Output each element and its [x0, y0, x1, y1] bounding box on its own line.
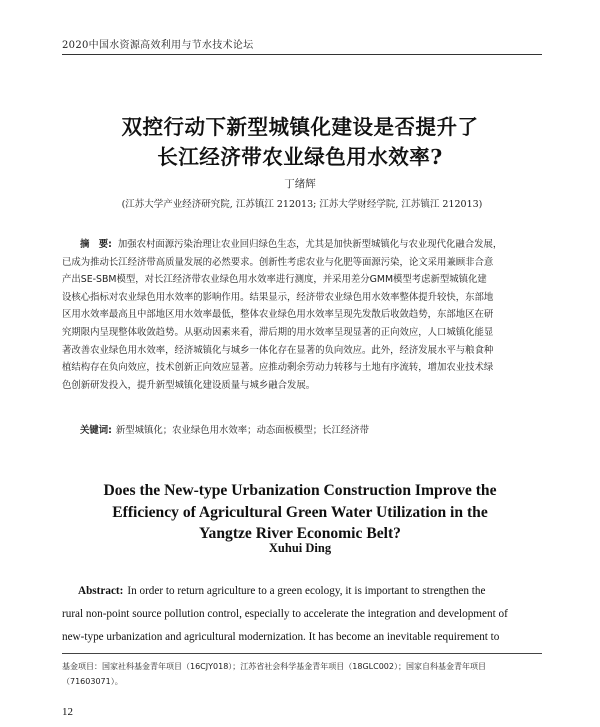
english-title-line: Yangtze River Economic Belt?: [199, 525, 401, 542]
english-abstract-label: Abstract:: [78, 585, 124, 597]
abstract-line: 已成为推动长江经济带高质量发展的必然要求。创新性考虑农业与化肥等面源污染，论文采用兼顾非合意: [62, 256, 494, 268]
abstract-text: In order to return agriculture to a green ecology, it is important to strengthen the: [127, 585, 486, 597]
abstract-line: 色创新研发投入，提升新型城镇化建设质量与城乡融合发展。: [62, 379, 316, 391]
english-author: Xuhui Ding: [268, 541, 332, 555]
funding-footnote: [62, 659, 544, 689]
abstract-line: [62, 236, 544, 254]
abstract-line: [62, 580, 542, 603]
english-abstract: [62, 580, 542, 649]
abstract-line: 产出SE-SBM模型，对长江经济带农业绿色用水效率进行测度，并采用差分GMM模型考虑新型城镇化建: [62, 274, 487, 286]
english-title: [62, 480, 538, 545]
page-number: 12: [62, 706, 73, 718]
abstract-line: 究期限内呈现整体收敛趋势。从驱动因素来看，滞后期的用水效率呈现显著的正向效应，人口城镇化能显: [62, 326, 494, 338]
english-title-line: Efficiency of Agricultural Green Water Utilization in the: [112, 503, 488, 521]
chinese-abstract: [62, 236, 544, 394]
chinese-affiliation: (江苏大学产业经济研究院, 江苏镇江 212013; 江苏大学财经学院, 江苏镇江 212013): [121, 199, 483, 210]
abstract-text: 加强农村面源污染治理让农业回归绿色生态，尤其是加快新型城镇化与农业现代化融合发展，: [117, 239, 503, 250]
chinese-abstract-label: 摘 要:: [80, 239, 112, 250]
abstract-line: 设核心指标对农业绿色用水效率的影响作用。结果显示，经济带农业绿色用水效率整体提升较快，东部地: [62, 291, 494, 303]
chinese-author: 丁绪辉: [284, 178, 316, 190]
header-rule: [62, 54, 542, 55]
abstract-line: 植结构存在负向效应，技术创新正向效应显著。应推动剩余劳动力转移与土地有序流转，增加农业技术绿: [62, 362, 494, 374]
footnote-line: 基金项目：国家社科基金青年项目（16CJY018）；江苏省社会科学基金青年项目（18GLC002）；国家自科基金青年项目: [62, 662, 486, 671]
chinese-title-line: 长江经济带农业绿色用水效率?: [157, 145, 443, 169]
abstract-line: 区用水效率最高且中部地区用水效率最低，整体农业绿色用水效率呈现先发散后收敛趋势，东部地区在研: [62, 309, 494, 321]
abstract-line: rural non-point source pollution control, especially to accelerate the integration and development of: [62, 608, 508, 620]
footnote-rule: [62, 653, 542, 654]
abstract-line: new-type urbanization and agricultural modernization. It has become an inevitable requirement to: [62, 631, 500, 643]
english-title-line: Does the New-type Urbanization Construction Improve the: [103, 482, 497, 499]
keywords-text: 新型城镇化；农业绿色用水效率；动态面板模型；长江经济带: [115, 425, 370, 436]
footnote-line: （71603071）。: [62, 677, 123, 686]
running-header: 2020中国水资源高效利用与节水技术论坛: [62, 40, 254, 51]
keywords-label: 关键词:: [80, 425, 112, 436]
chinese-title: [62, 112, 538, 172]
chinese-title-line: 双控行动下新型城镇化建设是否提升了: [121, 115, 479, 139]
abstract-line: 著改善农业绿色用水效率，经济城镇化与城乡一体化存在显著的负向效应。此外，经济发展水平与粮食种: [62, 344, 494, 356]
chinese-keywords: [62, 422, 542, 436]
